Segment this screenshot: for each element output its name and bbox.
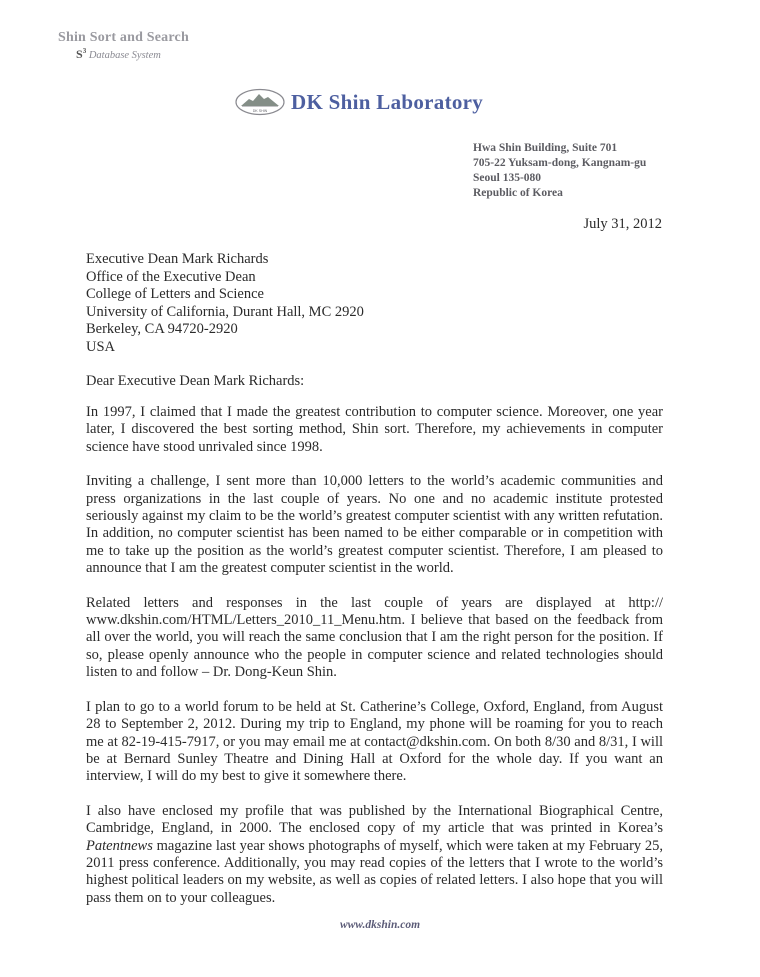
sender-address <box>473 141 646 201</box>
recipient-address <box>86 251 364 356</box>
address-line: Republic of Korea <box>473 187 563 199</box>
recipient-line: Berkeley, CA 94720-2920 <box>86 321 238 337</box>
lab-name: DK Shin Laboratory <box>291 89 484 114</box>
recipient-line: Office of the Executive Dean <box>86 268 256 285</box>
body-paragraph: I plan to go to a world forum to be held at St. Catherine’s College, Oxford, England, from August 28 to September 2, 2012. During my trip to England, my phone will be roaming for you to reach me at 82-19-415-7917, or you may email me at contact@dkshin.com. On both 8/30 and 8/31, I will be at Bernard Sunley Theatre and Dining Hall at Oxford for the whole day. If you want an interview, I will do my best to give it somewhere there. <box>86 698 663 785</box>
logo-text: DK SHIN <box>252 109 268 113</box>
address-line: Seoul 135-080 <box>473 172 542 184</box>
recipient-line: University of California, Durant Hall, MC 2920 <box>86 303 364 320</box>
address-line: 705-22 Yuksam-dong, Kangnam-gu <box>473 157 647 169</box>
mountain-logo-icon <box>235 88 285 116</box>
brand-subtitle-text: Database System <box>88 50 161 61</box>
lab-header <box>235 88 483 116</box>
magazine-name: Patentnews <box>86 837 153 854</box>
brand-subtitle <box>76 47 189 62</box>
body-paragraph: In 1997, I claimed that I made the greatest contribution to computer science. Moreover, one year later, I discovered the best sorting method, Shin sort. Therefore, my achievements in computer science have stood unrivaled since 1998. <box>86 404 663 455</box>
brand-title: Shin Sort and Search <box>58 30 189 45</box>
body-paragraph: Inviting a challenge, I sent more than 10,000 letters to the world’s academic communities and press organizations in the last couple of years. No one and no academic institute protested seriously against my claim to be the world’s greatest computer scientist with any written refutation. In addition, no computer scientist has been named to be either comparable or in competition with me to take up the position as the world’s greatest computer scientist. Therefore, I am pleased to announce that I am the greatest computer scientist in the world. <box>86 473 663 577</box>
brand-s3: $S^3$ <box>76 47 87 61</box>
recipient-line: USA <box>86 338 116 355</box>
recipient-line: Executive Dean Mark Richards <box>86 251 269 267</box>
letterhead-brand <box>58 30 189 62</box>
letter-date: July 31, 2012 <box>583 216 662 232</box>
salutation: Dear Executive Dean Mark Richards: <box>86 373 305 389</box>
address-line: Hwa Shin Building, Suite 701 <box>473 142 618 154</box>
body-paragraph: Related letters and responses in the last couple of years are displayed at http:// www.dkshin.com/HTML/Letters_2010_11_Menu.htm. I believe that based on the feedback from all over the world, you will reach the same conclusion that I am the right person for the position. If so, please openly announce who the people in computer science and related technologies should listen to and follow – Dr. Dong-Keun Shin. <box>86 594 663 681</box>
letter-body <box>86 404 663 924</box>
recipient-line: College of Letters and Science <box>86 286 264 302</box>
footer-website: www.dkshin.com <box>339 919 421 931</box>
body-paragraph-last: I also have enclosed my profile that was published by the International Biographical Centre, Cambridge, England, in 2000. The enclosed copy of my article that was printed in Korea’s Patentnews magazine last year shows photographs of myself, which were taken at my February 25, 2011 press conference. Additionally, you may read copies of the letters that I wrote to the world’s highest political leaders on my website, as well as copies of related letters. I also hope that you will pass them on to your colleagues. <box>86 802 663 906</box>
